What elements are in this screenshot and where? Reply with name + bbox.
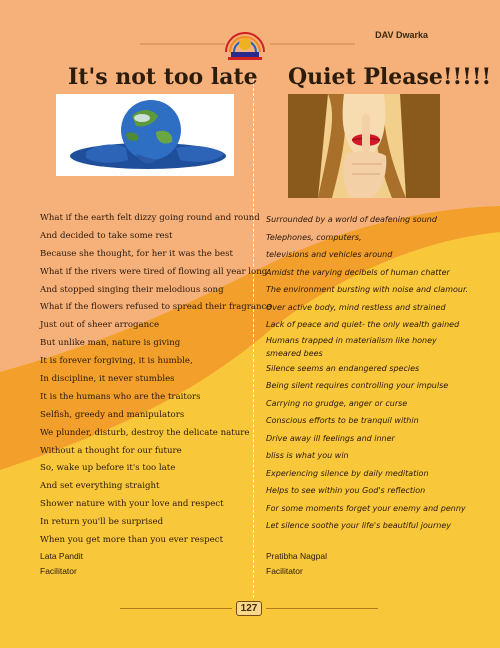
- poem-line: So, wake up before it's too late: [40, 463, 176, 474]
- poem-line: Just out of sheer arrogance: [40, 320, 160, 331]
- poem-line: And set everything straight: [40, 481, 160, 492]
- poem-line: The environment bursting with noise and clamour.: [266, 285, 469, 294]
- right-poem-title: Quiet Please!!!!!: [288, 64, 492, 90]
- school-emblem-icon: [222, 22, 268, 62]
- school-name: DAV Dwarka: [375, 30, 428, 40]
- footer-rule-left: [120, 608, 232, 609]
- footer-rule-right: [266, 608, 378, 609]
- poem-line: Because she thought, for her it was the best: [40, 248, 233, 259]
- woman-shushing-image: [288, 94, 440, 198]
- poem-line: Carrying no grudge, anger or curse: [266, 398, 408, 408]
- poem-line: Helps to see within you God's reflection: [266, 486, 426, 495]
- poem-line: And stopped singing their melodious song: [40, 284, 224, 295]
- poem-line: Being silent requires controlling your impulse: [266, 381, 449, 390]
- melting-earth-icon: [56, 94, 234, 176]
- poem-line: Drive away ill feelings and inner: [266, 433, 395, 443]
- poem-line: In return you'll be surprised: [40, 517, 164, 528]
- poem-line: But unlike man, nature is giving: [40, 338, 181, 349]
- right-author-block: [266, 549, 327, 579]
- left-poem-title: It's not too late: [68, 64, 258, 90]
- author-name: Pratibha Nagpal: [266, 551, 327, 561]
- poem-line: bliss is what you win: [266, 451, 349, 460]
- page-number: 127: [236, 601, 262, 616]
- poem-line: Shower nature with your love and respect: [40, 499, 224, 510]
- poem-line: Conscious efforts to be tranquil within: [266, 416, 419, 425]
- left-author-block: [40, 549, 83, 579]
- author-role: Facilitator: [40, 566, 77, 576]
- poem-line: Over active body, mind restless and strained: [266, 302, 446, 312]
- poem-line: What if the rivers were tired of flowing all year long: [40, 266, 268, 277]
- poem-line: Without a thought for our future: [40, 445, 182, 456]
- poem-line: Experiencing silence by daily meditation: [266, 468, 429, 478]
- left-poem-body: [40, 210, 271, 550]
- poem-line: And decided to take some rest: [40, 230, 173, 241]
- right-poem-body: [266, 211, 468, 535]
- woman-shushing-icon: [288, 94, 440, 198]
- poem-line: Lack of peace and quiet- the only wealth gained: [266, 320, 460, 329]
- poem-line: What if the flowers refused to spread their fragrance: [40, 302, 272, 313]
- poem-line: For some moments forget your enemy and penny: [266, 503, 466, 513]
- poem-line: Silence seems an endangered species: [266, 363, 420, 373]
- poem-line: In discipline, it never stumbles: [40, 374, 175, 385]
- author-name: Lata Pandit: [40, 551, 84, 561]
- poem-line: It is forever forgiving, it is humble,: [40, 356, 193, 367]
- poem-line: We plunder, disturb, destroy the delicate nature: [40, 427, 250, 438]
- poem-line: Telephones, computers,: [266, 232, 362, 242]
- poem-line: televisions and vehicles around: [266, 250, 393, 259]
- poem-line: Humans trapped in materialism like honey smeared bees: [266, 335, 437, 358]
- melting-earth-image: [56, 94, 234, 176]
- poem-line: It is the humans who are the traitors: [40, 391, 201, 402]
- poem-line: Surrounded by a world of deafening sound: [266, 215, 437, 224]
- poem-line: Amidst the varying decibels of human chatter: [266, 267, 450, 277]
- poem-line: When you get more than you ever respect: [40, 535, 224, 546]
- author-role: Facilitator: [266, 566, 303, 576]
- poem-line: Let silence soothe your life's beautiful journey: [266, 521, 451, 530]
- poem-line: What if the earth felt dizzy going round and round: [40, 213, 260, 223]
- poem-line: Selfish, greedy and manipulators: [40, 409, 185, 420]
